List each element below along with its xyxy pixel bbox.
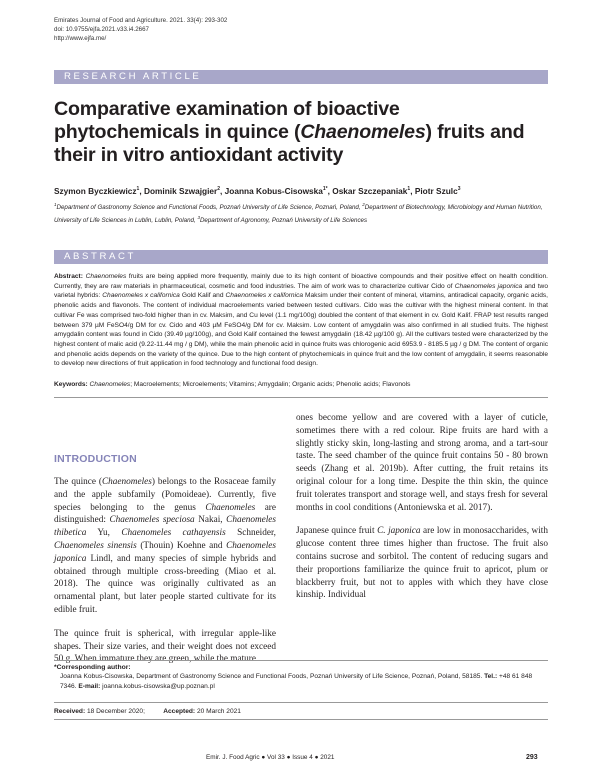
corresponding-author <box>54 663 548 691</box>
journal-url[interactable]: http://www.ejfa.me/ <box>54 35 107 42</box>
left-paragraph-2: The quince fruit is spherical, with irregular apple-like shapes. Their size varies, and their weight does not exceed 50 g. When immature they are green, while the mature <box>54 628 276 665</box>
band-label: ABSTRACT <box>64 251 136 262</box>
left-paragraph-1: The quince (Chaenomeles) belongs to the Rosaceae family and the apple subfamily (Pomoideae). Currently, five species belonging to the genus Chaenomeles are distinguished: Chaenomeles speciosa Nakai, Chaenomeles thibetica Yu, Chaenomeles cathayensis Schneider, Chaenomeles sinensis (Thouin) Koehne and Chaenomeles japonica Lindl, and many species of simple hybrids and obtained through multiple cross-breeding (Miao et al. 2018). The quince was originally cultivated as an ornamental plant, but later people started cultivate for its edible fruit. <box>54 477 277 615</box>
introduction-heading: INTRODUCTION <box>54 453 137 465</box>
band-label: RESEARCH ARTICLE <box>64 71 202 82</box>
journal-header <box>54 16 227 43</box>
right-paragraph-1: ones become yellow and are covered with a layer of cuticle, sometimes there with a red colour. Ripe fruits are hard with a slightly sticky skin, long-lasting and strong aroma, and a tart-sour taste. The seed chamber of the quince fruit contains 50 - 80 brown seeds (Zhang et al. 2019b). After cutting, the fruit retains its original colour for a long time. Despite the thin skin, the quince fruit tolerates transport and storage well, and stays fresh for several months in cool conditions (Antoniewska et al. 2017). <box>296 413 548 513</box>
affiliations: $^1$Department of Gastronomy Science and Functional Foods, Poznań University of Life Science, Poznań, Poland, $^2$Department of Biotechnology, Microbiology and Human Nutrition, University of Life Sciences in Lublin, Lublin, Poland, $^3$Department of Agronomy, Poznań University of Life Sciences <box>54 202 543 224</box>
paper-title: Comparative examination of bioactive phytochemicals in quince (Chaenomeles) fruits and their in vitro antioxidant activity <box>54 98 525 166</box>
abstract-band <box>54 250 548 264</box>
research-article-band <box>54 70 548 84</box>
submission-dates: Received: 18 December 2020; Accepted: 20 March 2021 <box>54 708 241 715</box>
footer-citation: Emir. J. Food Agric ● Vol 33 ● Issue 4 ● 2021 <box>206 754 335 761</box>
correspondence-divider <box>54 660 548 661</box>
doi: doi: 10.9755/ejfa.2021.v33.i4.2667 <box>54 26 149 33</box>
abstract-divider <box>54 397 548 398</box>
journal-citation: Emirates Journal of Food and Agriculture. 2021. 33(4): 293-302 <box>54 17 228 24</box>
keywords: Keywords: Chaenomeles; Macroelements; Microelements; Vitamins; Amygdalin; Organic acids; Phenolic acids; Flavonols <box>54 381 411 388</box>
abstract-text: Abstract: Chaenomeles fruits are being applied more frequently, mainly due to its high content of bioactive compounds and their positive effect on health condition. Currently, they are raw materials in pharmaceutical, cosmetic and food industries. The aim of work was to characterize cultivar Cido of Chaenomeles japonica and two varietal hybrids: Chaenomeles x californica Gold Kalif and Chaenomeles x californica Maksim under their content of mineral, vitamins, antiradical capacity, organic acids, phenolic acids and flavonols. The content of individual macroelements varied between tested cultivars. Cido was the cultivar with the highest mineral content. In that cultivar Fe was comprised two-fold higher than in cv. Maksim, and Cu level (1.1 mg/100g) doubled the content of that element in cv. Gold Kalif. FRAP test results ranged between 379 µM FeSO4/g DM for cv. Cido and 403 µM FeSO4/g DM for cv. Maksim. Low content of amygdalin was also confirmed in all studied fruits. The highest amygdalin content was found in Cido (39.49 µg/100g), and Gold Kalif contained the fewest amygdalin (18.42 µg/100 g). All the cultivars tested were characterized by the highest content of malic acid (9.22-11.44 mg / g DM), while the main phenolic acid in quince fruits was chlorogenic acid 6953.9 - 8185.5 µg / g DM. The content of organic and phenolic acids depends on the variety of the quince. Due to the high content of phytochemicals in quince fruit and the low content of amygdalin, it seems reasonable to develop new directions of fruit application in food technology and functional food design. <box>54 273 549 368</box>
dates-divider <box>54 702 548 703</box>
left-column <box>54 476 276 677</box>
page-number: 293 <box>526 754 538 761</box>
right-paragraph-2: Japanese quince fruit C. japonica are low in monosaccharides, with glucose content three times higher than fructose. The fruit also contains sucrose and sorbitol. The content of reducing sugars and their proportions familiarize the quince fruit to apricot, plum or blackberry fruit, but not to apples with which they have close kinship. Individual <box>296 526 548 601</box>
right-column <box>296 412 548 613</box>
corresponding-label: *Corresponding author: <box>54 664 131 671</box>
dates-divider-bottom <box>54 719 548 720</box>
author-list: Szymon Byczkiewicz$^1$, Dominik Szwajgier$^2$, Joanna Kobus-Cisowska$^{1*}$, Oskar Szczepaniak$^1$, Piotr Szulc$^3$ <box>54 185 461 196</box>
email-link[interactable]: joanna.kobus-cisowska@up.poznan.pl <box>100 682 215 690</box>
corresponding-details: Joanna Kobus-Cisowska, Department of Gastronomy Science and Functional Foods, Poznań University of Life Science, Poznań, Poland, 58185. Tel.: +48 61 848 7346. E-mail: joanna.kobus-cisowska@up.poznan.pl <box>60 673 533 690</box>
